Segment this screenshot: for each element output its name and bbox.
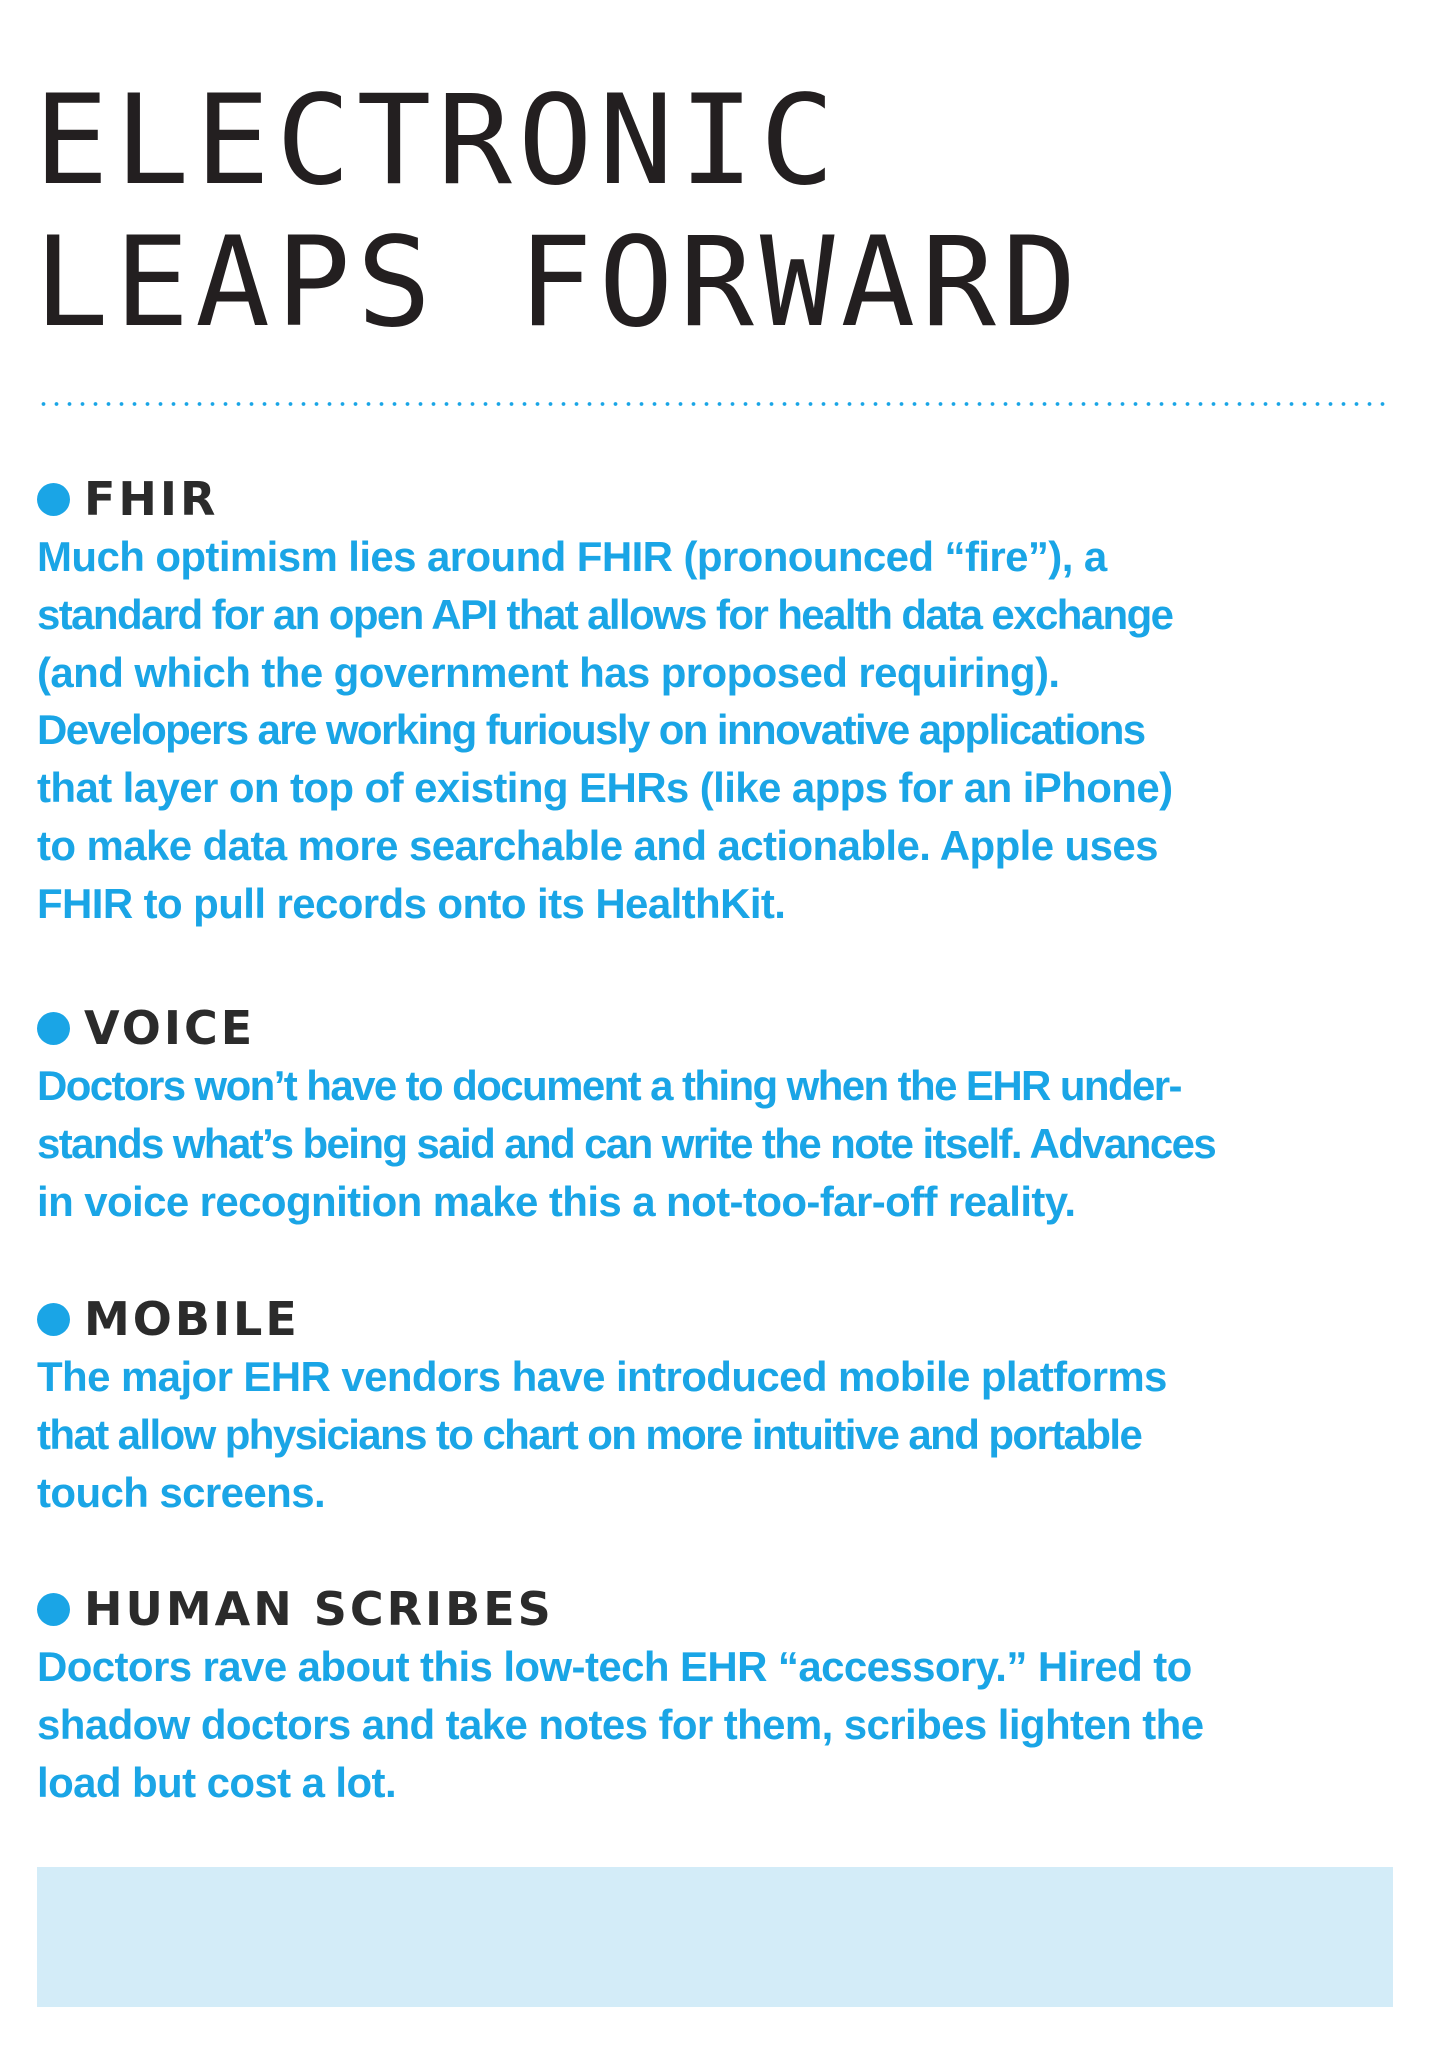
section-human-scribes xyxy=(37,1580,1407,1811)
section-voice xyxy=(37,999,1407,1230)
section-header xyxy=(37,999,1407,1057)
section-fhir xyxy=(37,470,1407,933)
body-line: touch screens. xyxy=(37,1468,326,1516)
body-line: shadow doctors and take notes for them, scribes lighten the xyxy=(37,1700,1204,1748)
body-line: that allow physicians to chart on more intuitive and portable xyxy=(37,1410,1142,1458)
body-line: Developers are working furiously on innovative applications xyxy=(37,706,1145,754)
body-line: Much optimism lies around FHIR (pronounced “fire”), a xyxy=(37,533,1107,580)
title-line-1: ELECTRONIC xyxy=(34,69,841,213)
body-line: in voice recognition make this a not-too-far-off reality. xyxy=(37,1177,1076,1225)
section-body xyxy=(37,1638,1407,1811)
circle-bullet-icon xyxy=(37,1012,70,1045)
section-body xyxy=(37,1348,1407,1521)
body-line: standard for an open API that allows for health data exchange xyxy=(37,590,1173,638)
body-line: Doctors rave about this low-tech EHR “accessory.” Hired to xyxy=(37,1643,1192,1690)
body-line: to make data more searchable and actionable. Apple uses xyxy=(37,821,1158,869)
body-line: Doctors won’t have to document a thing when the EHR under- xyxy=(37,1062,1181,1109)
body-line: stands what’s being said and can write the note itself. Advances xyxy=(37,1119,1216,1167)
circle-bullet-icon xyxy=(37,1303,70,1336)
section-heading: HUMAN SCRIBES xyxy=(84,1582,554,1636)
circle-bullet-icon xyxy=(37,1593,70,1626)
body-line: FHIR to pull records onto its HealthKit. xyxy=(37,879,786,927)
dotted-divider xyxy=(37,401,1393,407)
section-heading: VOICE xyxy=(84,1001,256,1055)
section-header xyxy=(37,1580,1407,1638)
body-line: load but cost a lot. xyxy=(37,1758,397,1806)
section-header xyxy=(37,470,1407,528)
section-mobile xyxy=(37,1290,1407,1521)
section-body xyxy=(37,1057,1407,1230)
body-line: (and which the government has proposed requiring). xyxy=(37,648,1060,696)
page-title xyxy=(34,70,1394,354)
section-header xyxy=(37,1290,1407,1348)
section-body xyxy=(37,528,1407,933)
circle-bullet-icon xyxy=(37,483,70,516)
footer-box xyxy=(37,1867,1393,2007)
body-line: that layer on top of existing EHRs (like apps for an iPhone) xyxy=(37,764,1173,812)
title-line-2: LEAPS FORWARD xyxy=(34,211,1083,355)
section-heading: FHIR xyxy=(84,472,219,526)
body-line: The major EHR vendors have introduced mobile platforms xyxy=(37,1353,1167,1400)
section-heading: MOBILE xyxy=(84,1292,300,1346)
